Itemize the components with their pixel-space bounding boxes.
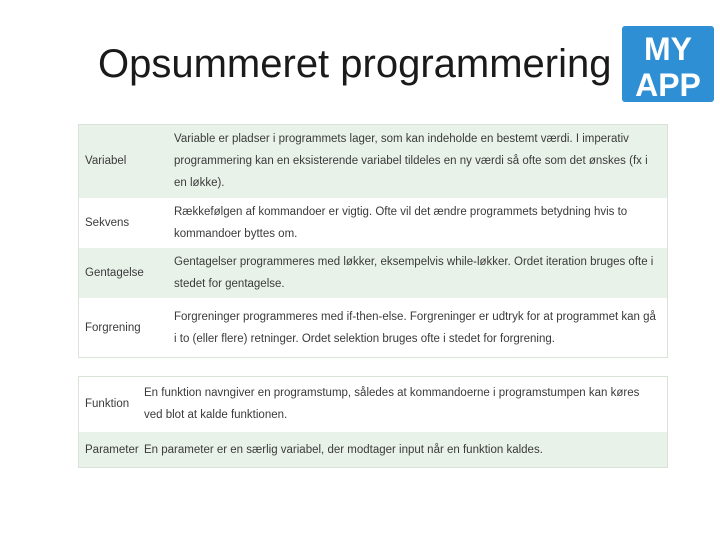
row-definition: Forgreninger programmeres med if-then-else. Forgreninger er udtryk for at programmet kan gå i to (eller flere) retninger. Ordet selektion bruges ofte i stedet for forgrening.: [174, 311, 656, 345]
myapp-logo: [622, 26, 714, 102]
row-term: Sekvens: [85, 217, 130, 229]
logo-line2: APP: [635, 67, 701, 102]
row-definition: Rækkefølgen af kommandoer er vigtig. Ofte vil det ændre programmets betydning hvis to kommandoer byttes om.: [174, 206, 628, 240]
row-term: Gentagelse: [85, 267, 144, 279]
row-term: Variabel: [85, 155, 127, 167]
logo-line1: MY: [644, 31, 692, 67]
row-term: Parameter: [85, 444, 139, 456]
row-definition: En funktion navngiver en programstump, således at kommandoerne i programstumpen kan køres ved blot at kalde funktionen.: [144, 387, 640, 421]
row-definition: Gentagelser programmeres med løkker, eksempelvis while-løkker. Ordet iteration bruges ofte i stedet for gentagelse.: [174, 256, 654, 290]
table-row: [78, 248, 668, 298]
row-definition: En parameter er en særlig variabel, der modtager input når en funktion kaldes.: [144, 444, 543, 456]
row-term: Funktion: [85, 398, 130, 410]
slide-title: Opsummeret programmering: [98, 42, 612, 86]
functions-table: [78, 376, 668, 468]
table-row: [78, 432, 668, 468]
concepts-table: [78, 124, 668, 358]
row-term: Forgrening: [85, 322, 141, 334]
table-row: [78, 124, 668, 198]
row-definition: Variable er pladser i programmets lager, som kan indeholde en bestemt værdi. I imperativ programmering kan en eksisterende variabel tildeles en ny værdi så ofte som det ønskes (fx i en løkke).: [174, 133, 648, 189]
table-row: [78, 198, 668, 248]
table-row: [78, 298, 668, 358]
table-row: [78, 376, 668, 432]
